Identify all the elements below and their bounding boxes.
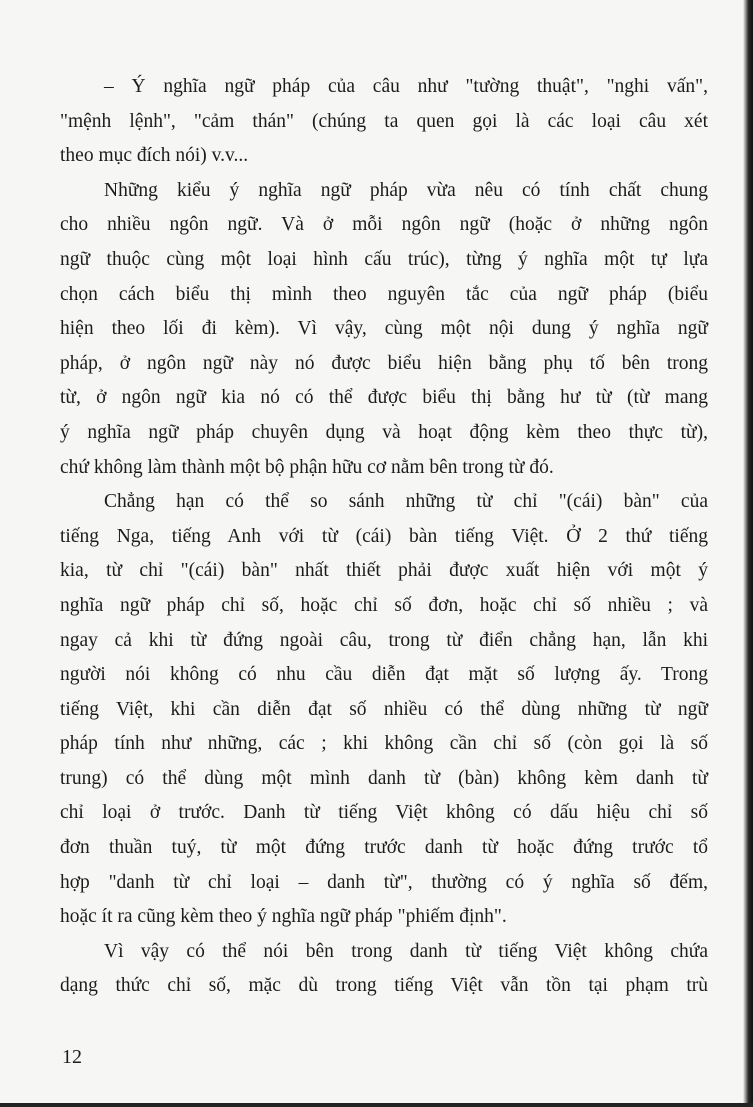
- text-line: hoặc ít ra cũng kèm theo ý nghĩa ngữ pháp "phiếm định".: [60, 906, 507, 928]
- bottom-edge: [0, 1103, 753, 1107]
- text-line: hiện theo lối đi kèm). Vì vậy, cùng một nội dung ý nghĩa ngữ: [60, 318, 708, 340]
- text-line: ngữ thuộc cùng một loại hình cấu trúc), từng ý nghĩa một tự lựa: [60, 248, 708, 270]
- body-text: [60, 70, 708, 1004]
- text-line: trung) có thể dùng một mình danh từ (bàn) không kèm danh từ: [60, 767, 708, 789]
- text-line: từ, ở ngôn ngữ kia nó có thể được biểu thị bằng hư từ (từ mang: [60, 387, 708, 409]
- text-line: pháp, ở ngôn ngữ này nó được biểu hiện bằng phụ tố bên trong: [60, 352, 708, 374]
- text-line: pháp tính như những, các ; khi không cần chỉ số (còn gọi là số: [60, 733, 708, 755]
- text-line: chứ không làm thành một bộ phận hữu cơ nằm bên trong từ đó.: [60, 456, 554, 478]
- text-line: đơn thuần tuý, từ một đứng trước danh từ hoặc đứng trước tổ: [60, 837, 708, 859]
- page-number: 12: [62, 1046, 82, 1068]
- text-line: Những kiểu ý nghĩa ngữ pháp vừa nêu có tính chất chung: [104, 179, 708, 201]
- page-edge-shadow: [743, 0, 753, 1107]
- text-line: "mệnh lệnh", "cảm thán" (chúng ta quen gọi là các loại câu xét: [60, 110, 708, 132]
- text-line: người nói không có nhu cầu diễn đạt mặt số lượng ấy. Trong: [60, 664, 708, 686]
- text-line: chỉ loại ở trước. Danh từ tiếng Việt không có dấu hiệu chỉ số: [60, 802, 708, 824]
- text-line: hợp "danh từ chỉ loại – danh từ", thường có ý nghĩa số đếm,: [60, 871, 708, 893]
- text-line: kia, từ chỉ "(cái) bàn" nhất thiết phải được xuất hiện với một ý: [60, 560, 708, 582]
- text-line: Vì vậy có thể nói bên trong danh từ tiếng Việt không chứa: [104, 940, 708, 962]
- text-line: ý nghĩa ngữ pháp chuyên dụng và hoạt động kèm theo thực từ),: [60, 421, 708, 443]
- text-line: cho nhiều ngôn ngữ. Và ở mỗi ngôn ngữ (hoặc ở những ngôn: [60, 214, 708, 236]
- text-line: tiếng Nga, tiếng Anh với từ (cái) bàn tiếng Việt. Ở 2 thứ tiếng: [60, 525, 708, 547]
- text-line: Chẳng hạn có thể so sánh những từ chỉ "(cái) bàn" của: [104, 491, 708, 513]
- text-line: theo mục đích nói) v.v...: [60, 145, 249, 167]
- text-line: chọn cách biểu thị mình theo nguyên tắc của ngữ pháp (biểu: [60, 283, 708, 305]
- text-line: tiếng Việt, khi cần diễn đạt số nhiều có thể dùng những từ ngữ: [60, 698, 708, 720]
- text-line: ngay cả khi từ đứng ngoài câu, trong từ điển chẳng hạn, lẫn khi: [60, 629, 708, 651]
- text-line: nghĩa ngữ pháp chỉ số, hoặc chỉ số đơn, hoặc chỉ số nhiều ; và: [60, 594, 708, 616]
- text-line: dạng thức chỉ số, mặc dù trong tiếng Việt vẫn tồn tại phạm trù: [60, 975, 708, 997]
- text-line: – Ý nghĩa ngữ pháp của câu như "tường thuật", "nghi vấn",: [104, 76, 708, 97]
